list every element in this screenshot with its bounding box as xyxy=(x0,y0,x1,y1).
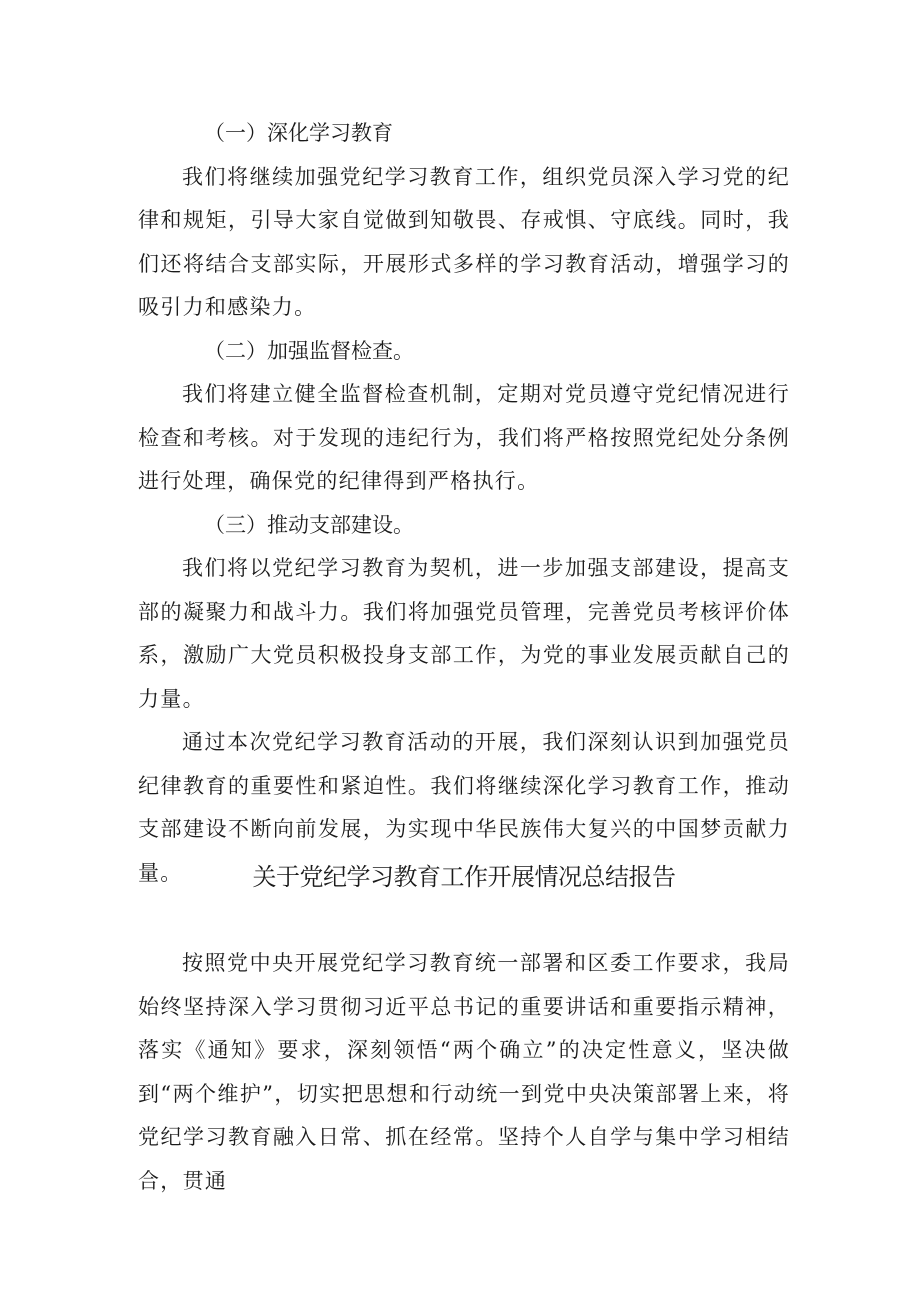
summary-sections xyxy=(138,112,790,895)
report-title: 关于党纪学习教育工作开展情况总结报告 xyxy=(252,863,676,891)
section-one-body: 我们将继续加强党纪学习教育工作，组织党员深入学习党的纪律和规矩，引导大家自觉做到知敬畏、存戒惧、守底线。同时，我们还将结合支部实际，开展形式多样的学习教育活动，增强学习的吸引力和感染力。 xyxy=(138,164,790,319)
section-three-body: 我们将以党纪学习教育为契机，进一步加强支部建设，提高支部的凝聚力和战斗力。我们将加强党员管理，完善党员考核评价体系，激励广大党员积极投身支部工作，为党的事业发展贡献自己的力量。 xyxy=(138,556,790,711)
section-one-heading: （一）深化学习教育 xyxy=(204,121,393,145)
report-intro-paragraph: 按照党中央开展党纪学习教育统一部署和区委工作要求，我局始终坚持深入学习贯彻习近平总书记的重要讲话和重要指示精神，落实《通知》要求，深刻领悟“两个确立”的决定性意义，坚决做到“两个维护”，切实把思想和行动统一到党中央决策部署上来，将党纪学习教育融入日常、抓在经常。坚持个人自学与集中学习相结合，贯通 xyxy=(138,951,790,1193)
section-two-heading: （二）加强监督检查。 xyxy=(204,338,414,363)
section-two-body: 我们将建立健全监督检查机制，定期对党员遵守党纪情况进行检查和考核。对于发现的违纪行为，我们将严格按照党纪处分条例进行处理，确保党的纪律得到严格执行。 xyxy=(138,382,790,493)
conclusion-paragraph: 通过本次党纪学习教育活动的开展，我们深刻认识到加强党员纪律教育的重要性和紧迫性。我们将继续深化学习教育工作，推动支部建设不断向前发展，为实现中华民族伟大复兴的中国梦贡献力量。 xyxy=(138,730,790,885)
section-three-heading: （三）推动支部建设。 xyxy=(204,512,414,537)
report-body xyxy=(138,942,790,1203)
